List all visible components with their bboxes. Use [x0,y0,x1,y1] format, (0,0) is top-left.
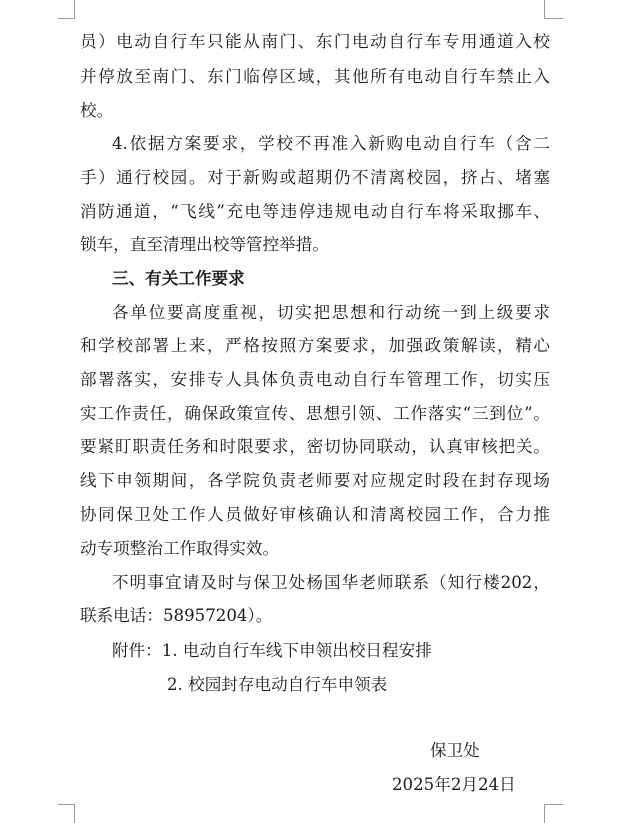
section-heading: 三、有关工作要求 [112,269,245,288]
signature-date: 2025年2月24日 [392,775,516,794]
paragraph-line: 动专项整治工作取得实效。 [80,539,280,558]
paragraph-line: 和学校部署上来，严格按照方案要求，加强政策解读，精心 [80,336,550,355]
crop-mark-bottom-left [58,804,75,823]
paragraph-line: 锁车，直至清理出校等管控举措。 [80,235,329,254]
paragraph-line: 手）通行校园。对于新购或超期仍不清离校园，挤占、堵塞 [80,168,550,187]
paragraph-line: 校。 [80,101,114,120]
paragraph-line: 并停放至南门、东门临停区域，其他所有电动自行车禁止入 [80,67,550,86]
crop-mark-top-right [544,0,563,19]
paragraph-line: 部署落实，安排专人具体负责电动自行车管理工作，切实压 [80,370,550,389]
crop-mark-top-left [58,0,75,19]
attachment-line: 2. 校园封存电动自行车申领表 [167,675,388,694]
paragraph-line: 要紧盯职责任务和时限要求，密切协同联动，认真审核把关。 [80,437,550,456]
paragraph-line: 联系电话：58957204）。 [80,606,273,625]
paragraph-line: 协同保卫处工作人员做好审核确认和清离校园工作，合力推 [80,505,550,524]
paragraph-line: 不明事宜请及时与保卫处杨国华老师联系（知行楼202， [112,573,550,592]
paragraph-line: 线下申领期间，各学院负责老师要对应规定时段在封存现场 [80,471,550,490]
paragraph-line: 消防通道，“飞线”充电等违停违规电动自行车将采取挪车、 [80,202,550,221]
paragraph-line: 实工作责任，确保政策宣传、思想引领、工作落实“三到位”。 [80,404,550,423]
attachment-line: 附件：1. 电动自行车线下申领出校日程安排 [112,641,432,660]
paragraph-line: 4.依据方案要求，学校不再准入新购电动自行车（含二 [112,134,550,153]
paragraph-line: 各单位要高度重视，切实把思想和行动统一到上级要求 [112,303,550,322]
signature-department: 保卫处 [430,741,480,760]
paragraph-line: 员）电动自行车只能从南门、东门电动自行车专用通道入校 [80,32,550,51]
crop-mark-bottom-right [544,804,563,823]
